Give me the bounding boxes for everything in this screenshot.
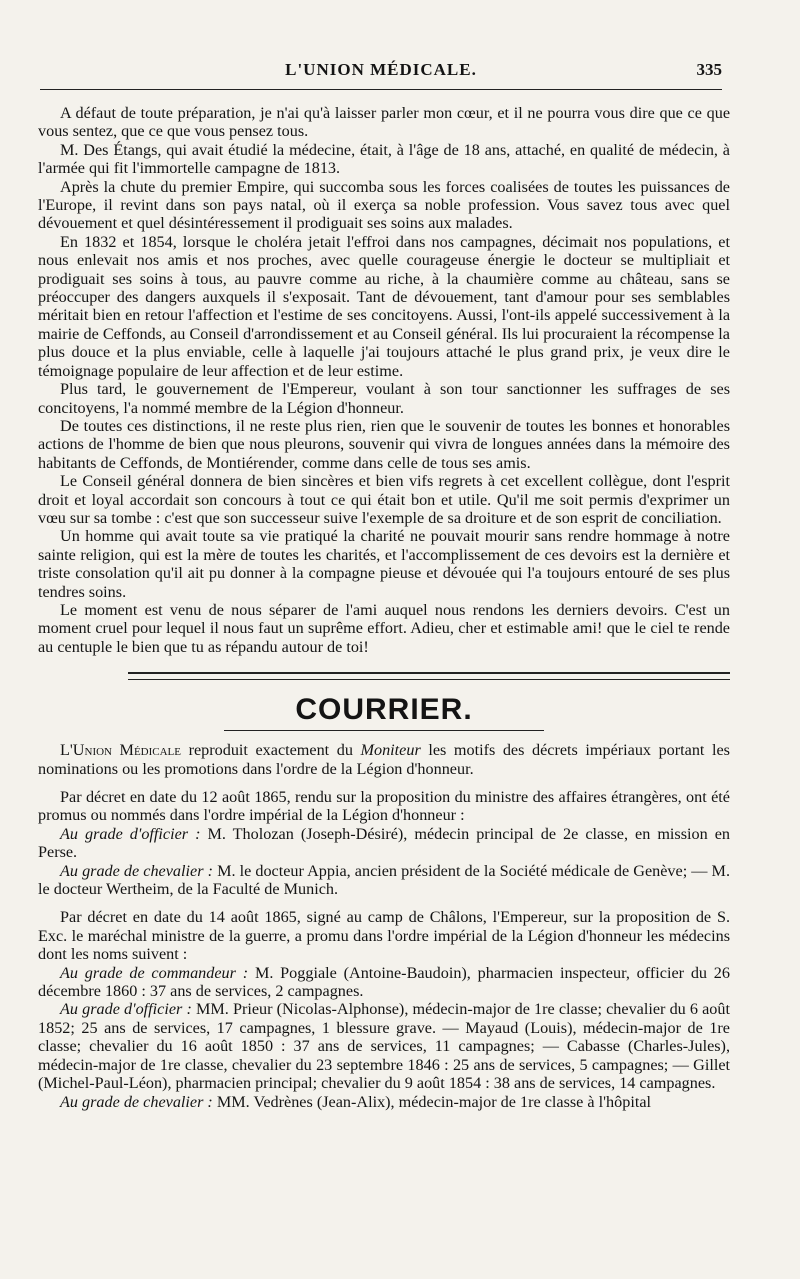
page-header: [40, 56, 722, 90]
eulogy-paragraph: De toutes ces distinctions, il ne reste plus rien, rien que le souvenir de toutes les bonnes et honorables actions de l'homme de bien que nous pleurons, souvenir qui vivra de longues années dans la mémoire des habitants de Ceffonds, de Montiérender, comme dans celle de tous ses amis.: [38, 416, 730, 472]
grade-label: Au grade d'officier :: [60, 824, 201, 843]
eulogy-paragraph: Un homme qui avait toute sa vie pratiqué la charité ne pouvait mourir sans rendre hommage à notre sainte religion, qui est la mère de toutes les charités, et l'accomplissement de ces devoirs est la dernière et triste consolation qu'il ait pu donner à la compagne pieuse et dévouée qui l'a toujours entouré de ses plus tendres soins.: [38, 527, 730, 601]
title-rule: [224, 730, 544, 731]
courrier-section: [38, 694, 730, 1111]
grade-label: Au grade de chevalier :: [60, 1092, 213, 1111]
intro-text: reproduit exactement du: [181, 741, 361, 760]
eulogy-paragraph: En 1832 et 1854, lorsque le choléra jetait l'effroi dans nos campagnes, décimait nos populations, et nous enlevait nos amis et nos proches, avec quelle courageuse énergie le docteur se multipliait et prodiguait ses soins à tous, au pauvre comme au riche, à la chaumière comme au château, sans se préoccuper des dangers auxquels il s'exposait. Tant de dévouement, tant d'amour pour ses semblables méritait bien en retour l'affection et l'estime de ses concitoyens. Aussi, l'ont-ils appelé successivement à la mairie de Ceffonds, au Conseil d'arrondissement et au Conseil général. Ils lui procuraient la récompense la plus douce et la plus enviable, celle à laquelle j'ai toujours attaché le plus grand prix, je veux dire le témoignage populaire de leur affection et de leur estime.: [38, 232, 730, 380]
grade-text: MM. Vedrènes (Jean-Alix), médecin-major de 1re classe à l'hôpital: [212, 1092, 652, 1111]
eulogy-paragraph: Après la chute du premier Empire, qui succomba sous les forces coalisées de toutes les puissances de l'Europe, il revint dans son pays natal, où il exerça sa noble profession. Vous savez tous avec quel dévouement et quel désintéressement il prodiguait ses soins aux malades.: [38, 177, 730, 233]
decree-paragraph: Par décret en date du 12 août 1865, rendu sur la proposition du ministre des affaires étrangères, ont été promus ou nommés dans l'ordre impérial de la Légion d'honneur :: [38, 788, 730, 825]
running-title: L'UNION MÉDICALE.: [285, 60, 477, 79]
eulogy-paragraph: Le moment est venu de nous séparer de l'ami auquel nous rendons les derniers devoirs. C'est un moment cruel pour lequel il nous faut un suprême effort. Adieu, cher et estimable ami! que le ciel te rende au centuple le bien que tu as répandu autour de toi!: [38, 600, 730, 656]
grade-label: Au grade d'officier :: [60, 1000, 192, 1019]
grade-text: MM. Prieur (Nicolas-Alphonse), médecin-major de 1re classe; chevalier du 6 août 1852; 25 ans de services, 17 campagnes, 1 blessure grave. — Mayaud (Louis), médecin-major de 1re classe; chevalier du 16 août 1850 : 37 ans de services, 11 campagnes; — Cabasse (Charles-Jules), médecin-major de 1re classe, chevalier du 23 septembre 1846 : 25 ans de services, 5 campagnes; — Gillet (Michel-Paul-Léon), pharmacien principal; chevalier du 9 août 1854 : 38 ans de services, 14 campagnes.: [38, 1000, 730, 1093]
page-number: 335: [696, 60, 722, 79]
grade-entry: [38, 862, 730, 899]
grade-entry: [38, 1093, 730, 1111]
grade-label: Au grade de chevalier :: [60, 861, 213, 880]
courrier-intro: [38, 741, 730, 778]
grade-text: M. le docteur Appia, ancien président de la Société médicale de Genève; — M. le docteur Wertheim, de la Faculté de Munich.: [38, 861, 730, 899]
header-rule: [40, 89, 722, 90]
grade-entry: [38, 825, 730, 862]
eulogy-paragraph: A défaut de toute préparation, je n'ai qu'à laisser parler mon cœur, et il ne pourra vous dire que ce que vous sentez, que ce que vous pensez tous.: [38, 104, 730, 141]
grade-entry: [38, 1000, 730, 1092]
section-divider: [128, 672, 730, 680]
intro-text: les motifs des décrets impériaux portant les nominations ou les promotions dans l'ordre de la Légion d'honneur.: [38, 741, 730, 778]
eulogy-section: [38, 104, 730, 656]
grade-text: M. Tholozan (Joseph-Désiré), médecin principal de 2e classe, en mission en Perse.: [38, 824, 731, 862]
eulogy-paragraph: M. Des Étangs, qui avait étudié la médecine, était, à l'âge de 18 ans, attaché, en qualité de médecin, à l'armée qui fit l'immortelle campagne de 1813.: [38, 140, 730, 178]
grade-text: M. Poggiale (Antoine-Baudoin), pharmacien inspecteur, officier du 26 décembre 1860 : 37 ans de services, 2 campagnes.: [38, 963, 730, 1001]
eulogy-paragraph: Le Conseil général donnera de bien sincères et bien vifs regrets à cet excellent collègue, dont l'esprit droit et loyal accordait son concours à tout ce qui était bon et utile. Qu'il me soit permis d'exprimer un vœu sur sa tombe : c'est que son successeur suive l'exemple de sa droiture et de son esprit de conciliation.: [38, 472, 730, 527]
journal-name: L'Union Médicale: [60, 741, 181, 760]
page-body: [38, 104, 730, 1111]
eulogy-paragraph: Plus tard, le gouvernement de l'Empereur, voulant à son tour sanctionner les suffrages de ses concitoyens, l'a nommé membre de la Légion d'honneur.: [38, 380, 730, 417]
grade-entry: [38, 964, 730, 1001]
moniteur-name: Moniteur: [360, 741, 421, 760]
grade-label: Au grade de commandeur :: [60, 963, 249, 982]
section-title: COURRIER.: [295, 693, 473, 727]
decree-paragraph: Par décret en date du 14 août 1865, signé au camp de Châlons, l'Empereur, sur la proposition de S. Exc. le maréchal ministre de la guerre, a promu dans l'ordre impérial de la Légion d'honneur les médecins dont les noms suivent :: [38, 908, 730, 964]
